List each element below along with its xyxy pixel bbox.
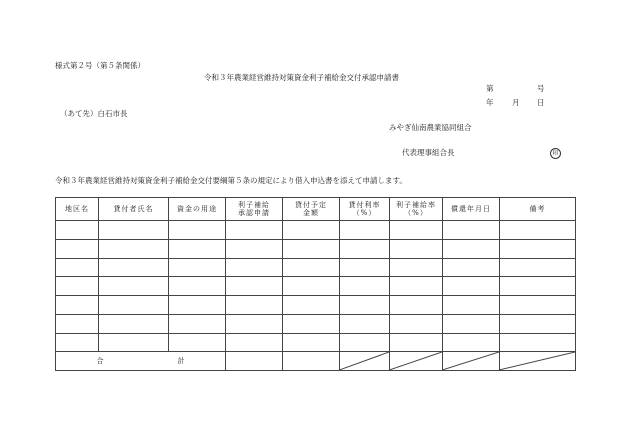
table-cell[interactable] [500, 277, 576, 296]
table-cell[interactable] [169, 221, 226, 240]
table-cell[interactable] [56, 221, 99, 240]
diagonal-strike-line [390, 352, 442, 370]
table-cell[interactable] [56, 239, 99, 258]
table-row [56, 333, 576, 352]
date-month: 月 [512, 98, 520, 107]
table-row [56, 277, 576, 296]
table-header-row [56, 198, 576, 221]
table-row [56, 314, 576, 333]
table-cell[interactable] [443, 296, 500, 315]
table-cell[interactable] [390, 333, 443, 352]
table-cell[interactable] [443, 221, 500, 240]
table-cell[interactable] [340, 239, 390, 258]
column-header-4 [283, 198, 340, 221]
table-cell[interactable] [340, 333, 390, 352]
struck-out-cell [340, 352, 390, 371]
struck-out-cell [443, 352, 500, 371]
table-row [56, 221, 576, 240]
table-cell[interactable] [226, 221, 283, 240]
column-header-text: 備考 [529, 205, 546, 213]
document-title: 令和３年農業経営維持対策資金利子補給金交付承認申請書 [204, 73, 399, 82]
application-statement: 令和３年農業経営維持対策資金利子補給金交付要綱第５条の規定により借入申込書を添えて申請します。 [55, 176, 407, 185]
table-cell[interactable] [340, 277, 390, 296]
table-cell[interactable] [169, 258, 226, 277]
table-cell[interactable] [56, 296, 99, 315]
table-cell[interactable] [99, 239, 169, 258]
table-cell[interactable] [226, 296, 283, 315]
column-header-text: 償還年月日 [451, 205, 491, 213]
table-cell[interactable] [56, 314, 99, 333]
diagonal-strike-line [340, 352, 389, 370]
diagonal-strike-line [500, 352, 575, 370]
column-header-text: （%） [404, 209, 428, 217]
table-cell[interactable] [500, 258, 576, 277]
total-label [56, 352, 226, 371]
table-cell[interactable] [283, 314, 340, 333]
column-header-text: 利子補給 [238, 201, 270, 209]
total-cell[interactable] [226, 352, 283, 371]
column-header-text: 貸付利率 [348, 201, 381, 209]
column-header-1 [99, 198, 169, 221]
table-cell[interactable] [99, 221, 169, 240]
column-header-text: 貸付予定 [295, 201, 327, 209]
table-cell[interactable] [340, 221, 390, 240]
table-cell[interactable] [99, 296, 169, 315]
table-cell[interactable] [283, 333, 340, 352]
table-cell[interactable] [390, 296, 443, 315]
table-cell[interactable] [390, 314, 443, 333]
table-cell[interactable] [56, 258, 99, 277]
date-year: 年 [486, 98, 494, 107]
column-header-text: 貸付者氏名 [113, 205, 154, 213]
table-cell[interactable] [169, 239, 226, 258]
table-cell[interactable] [169, 314, 226, 333]
table-cell[interactable] [340, 314, 390, 333]
column-header-text: 金額 [303, 209, 319, 217]
struck-out-cell [500, 352, 576, 371]
form-number: 様式第２号（第５条関係） [55, 61, 145, 70]
table-cell[interactable] [283, 221, 340, 240]
table-row [56, 239, 576, 258]
table-cell[interactable] [99, 314, 169, 333]
table-cell[interactable] [283, 258, 340, 277]
table-cell[interactable] [500, 333, 576, 352]
date-day: 日 [537, 98, 545, 107]
table-cell[interactable] [283, 277, 340, 296]
struck-out-cell [390, 352, 443, 371]
total-label-right: 計 [177, 357, 185, 366]
application-table [55, 197, 576, 371]
column-header-6 [390, 198, 443, 221]
table-cell[interactable] [500, 314, 576, 333]
applicant-organization: みやぎ仙南農業協同組合 [389, 123, 472, 132]
table-cell[interactable] [226, 258, 283, 277]
table-cell[interactable] [169, 333, 226, 352]
table-cell[interactable] [443, 333, 500, 352]
table-cell[interactable] [226, 314, 283, 333]
table-cell[interactable] [500, 221, 576, 240]
table-cell[interactable] [56, 333, 99, 352]
total-row [56, 352, 576, 371]
table-cell[interactable] [283, 239, 340, 258]
total-label-left: 合 [96, 357, 104, 366]
table-cell[interactable] [169, 296, 226, 315]
table-cell[interactable] [500, 296, 576, 315]
column-header-text: 資金の用途 [177, 205, 217, 213]
table-cell[interactable] [99, 333, 169, 352]
column-header-text: 利子補給率 [396, 201, 436, 209]
table-cell[interactable] [443, 277, 500, 296]
table-cell[interactable] [226, 333, 283, 352]
column-header-0 [56, 198, 99, 221]
table-row [56, 296, 576, 315]
table-cell[interactable] [500, 239, 576, 258]
table-cell[interactable] [443, 258, 500, 277]
table-cell[interactable] [390, 221, 443, 240]
column-header-text: 地区名 [65, 205, 89, 213]
column-header-3 [226, 198, 283, 221]
diagonal-strike-line [443, 352, 499, 370]
addressee: （あて先）白石市長 [60, 109, 128, 118]
table-cell[interactable] [226, 239, 283, 258]
table-cell[interactable] [283, 296, 340, 315]
document-number-prefix: 第 [486, 84, 494, 93]
table-cell[interactable] [390, 277, 443, 296]
table-cell[interactable] [443, 314, 500, 333]
column-header-8 [500, 198, 576, 221]
total-cell[interactable] [283, 352, 340, 371]
column-header-text: 承認申請 [238, 209, 270, 217]
column-header-5 [340, 198, 390, 221]
column-header-2 [169, 198, 226, 221]
table-cell[interactable] [390, 239, 443, 258]
table-cell[interactable] [340, 296, 390, 315]
table-cell[interactable] [443, 239, 500, 258]
document-number-suffix: 号 [537, 84, 545, 93]
table-row [56, 258, 576, 277]
table-cell[interactable] [340, 258, 390, 277]
applicant-representative: 代表理事組合長 [402, 148, 455, 157]
table-cell[interactable] [56, 277, 99, 296]
seal-mark: 印 [550, 148, 561, 159]
table-cell[interactable] [390, 258, 443, 277]
table-cell[interactable] [99, 277, 169, 296]
table-cell[interactable] [226, 277, 283, 296]
table-cell[interactable] [169, 277, 226, 296]
column-header-text: （%） [352, 209, 377, 217]
column-header-7 [443, 198, 500, 221]
table-cell[interactable] [99, 258, 169, 277]
